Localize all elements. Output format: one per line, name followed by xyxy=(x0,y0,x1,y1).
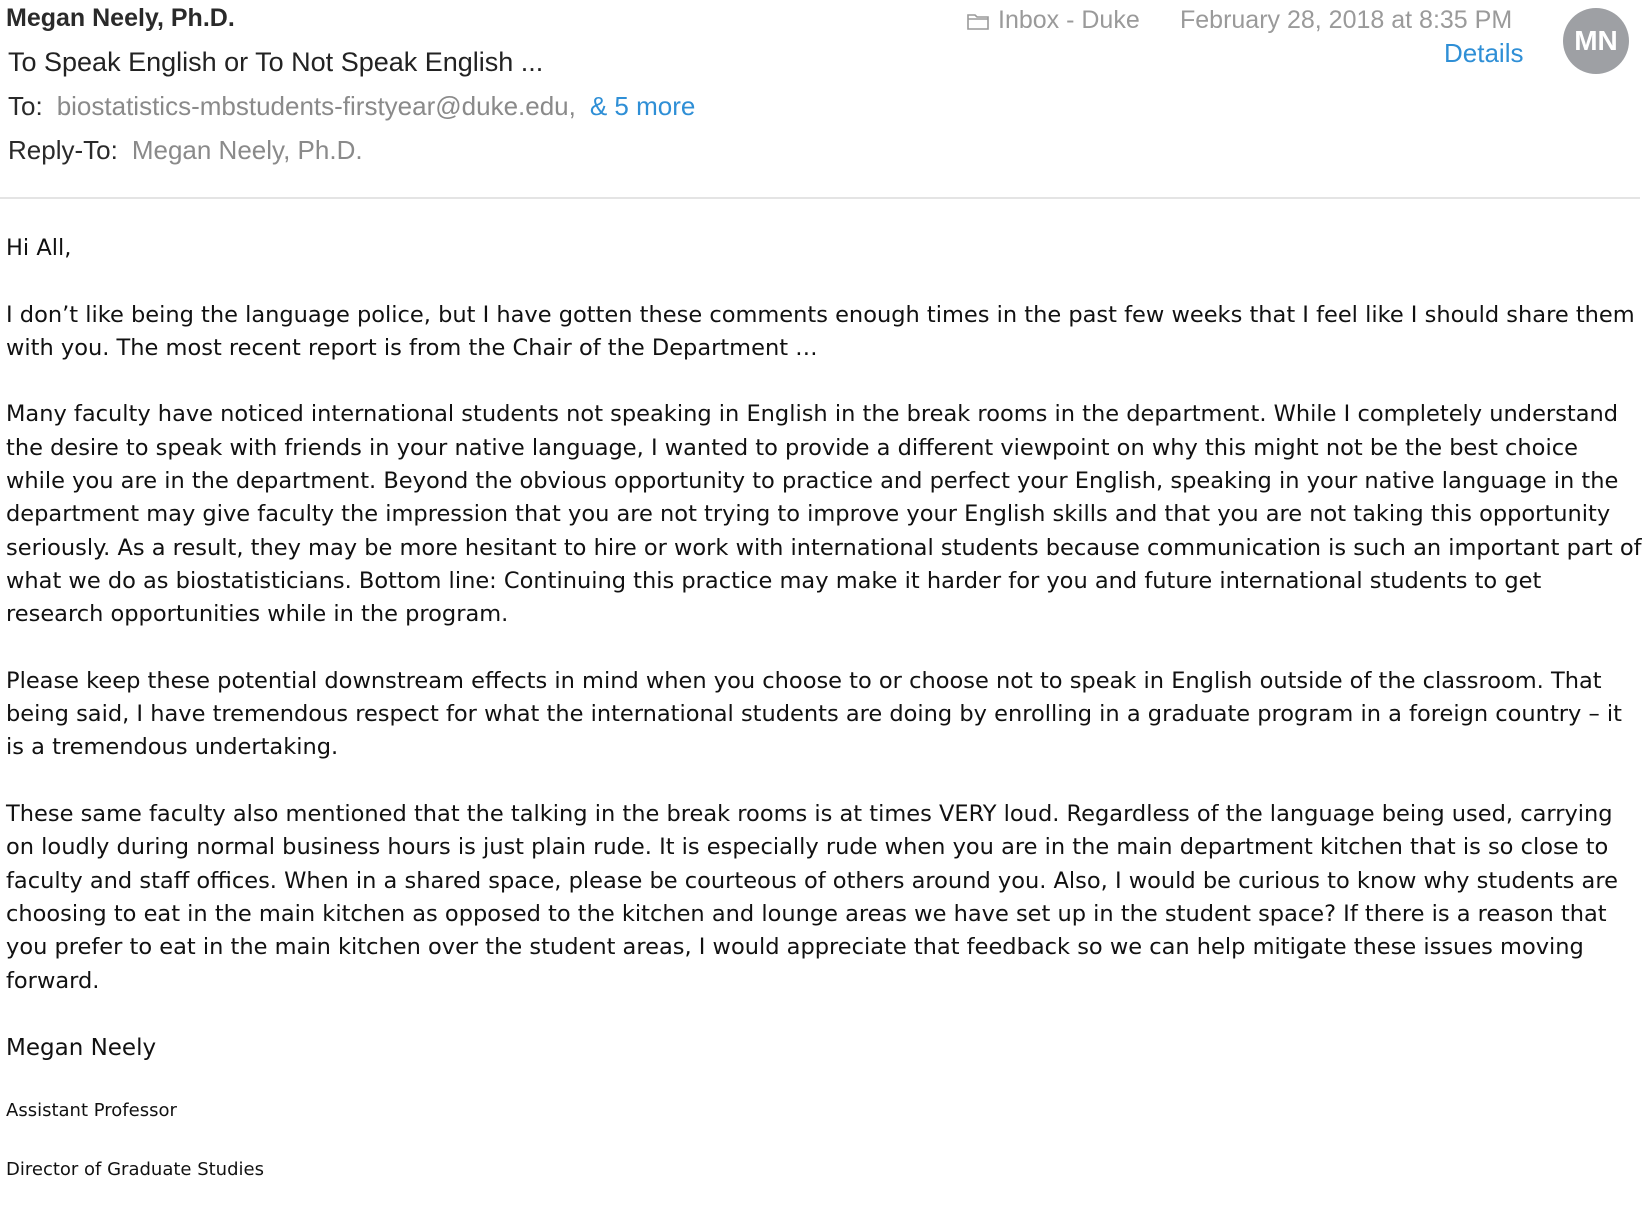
email-header xyxy=(0,0,1649,200)
folder-icon xyxy=(966,9,990,33)
body-paragraph: I don’t like being the language police, but I have gotten these comments enough times in the past few weeks that I feel like I should share them with you. The most recent report is from the Chair of the Department … xyxy=(6,301,1635,361)
sender-name: Megan Neely, Ph.D. xyxy=(6,4,235,32)
reply-to-row xyxy=(8,135,363,166)
details-link[interactable]: Details xyxy=(1444,38,1524,68)
to-recipient[interactable]: biostatistics-mbstudents-firstyear@duke.edu, xyxy=(56,91,576,121)
reply-to-label: Reply-To: xyxy=(8,135,118,165)
to-row xyxy=(8,91,695,122)
mailbox-location[interactable] xyxy=(966,6,1140,35)
body-paragraph: Many faculty have noticed international students not speaking in English in the break rooms in the department. While I completely understand the desire to speak with friends in your native language, I wanted to provide a different viewpoint on why this might not be the best choice while you are in the department. Beyond the obvious opportunity to practice and perfect your English, speaking in your native language in the department may give faculty the impression that you are not trying to improve your English skills and that you are not taking this opportunity seriously. As a result, they may be more hesitant to hire or work with international students because communication is such an important part of what we do as biostatisticians. Bottom line: Continuing this practice may make it harder for you and future international students to get research opportunities while in the program. xyxy=(6,401,1642,628)
greeting: Hi All, xyxy=(6,235,72,261)
more-recipients-link[interactable]: & 5 more xyxy=(589,91,696,121)
mailbox-name: Inbox - Duke xyxy=(998,6,1140,34)
signature-role: Director of Graduate Studies xyxy=(6,1158,264,1180)
email-body xyxy=(6,232,1644,1215)
email-subject: To Speak English or To Not Speak English ... xyxy=(8,47,544,77)
body-paragraph: Please keep these potential downstream effects in mind when you choose to or choose not to speak in English outside of the classroom. That being said, I have tremendous respect for what the international students are doing by enrolling in a graduate program in a foreign country – it is a tremendous undertaking. xyxy=(6,667,1622,761)
header-divider xyxy=(0,197,1640,199)
signature-name: Megan Neely xyxy=(6,1035,157,1062)
email-date: February 28, 2018 at 8:35 PM xyxy=(1180,6,1513,34)
avatar: MN xyxy=(1563,8,1629,74)
signature xyxy=(6,1031,1644,1182)
reply-to-value[interactable]: Megan Neely, Ph.D. xyxy=(131,135,363,165)
body-paragraph: These same faculty also mentioned that the talking in the break rooms is at times VERY loud. Regardless of the language being used, carrying on loudly during normal business hours is just plain rude. It is especially rude when you are in the main department kitchen that is so close to faculty and staff offices. When in a shared space, please be courteous of others around you. Also, I would be curious to know why students are choosing to eat in the main kitchen as opposed to the kitchen and lounge areas we have set up in the student space? If there is a reason that you prefer to eat in the main kitchen over the student areas, I would appreciate that feedback so we can help mitigate these issues moving forward. xyxy=(6,801,1618,994)
to-label: To: xyxy=(8,91,43,121)
signature-title: Assistant Professor xyxy=(6,1100,177,1122)
